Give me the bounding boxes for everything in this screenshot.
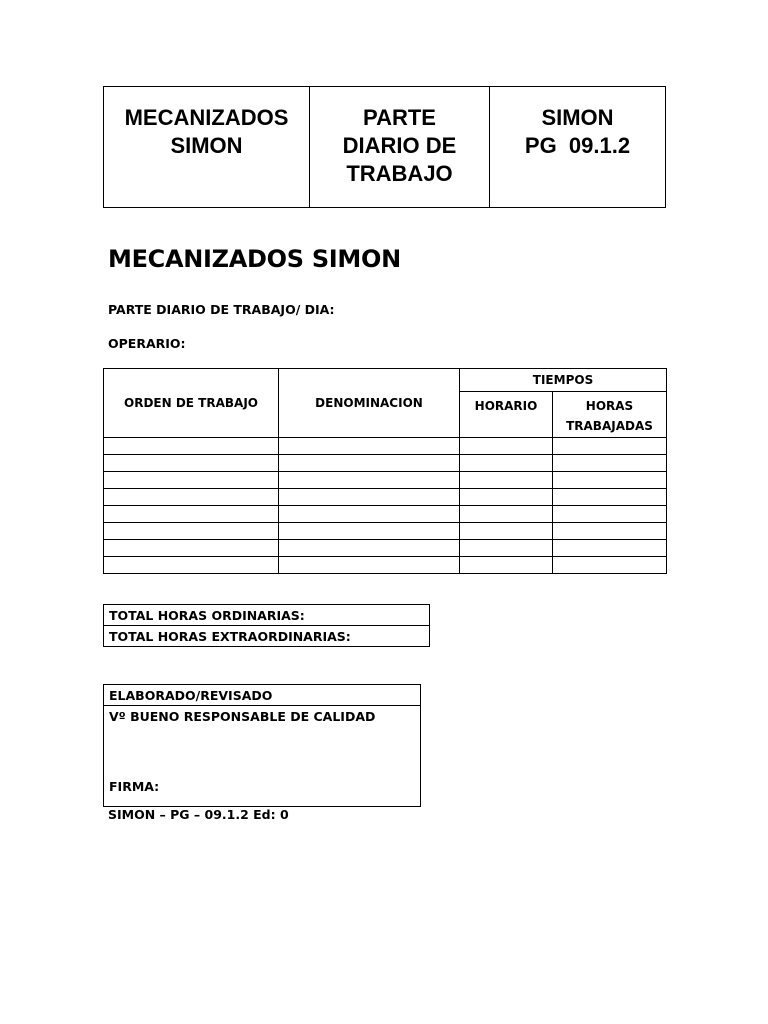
col-horario-header: HORARIO — [460, 392, 553, 438]
table-cell[interactable] — [460, 540, 553, 557]
col-horas-header — [553, 392, 667, 438]
document-header — [103, 86, 666, 208]
table-cell[interactable] — [104, 523, 279, 540]
table-cell[interactable] — [279, 540, 460, 557]
table-cell[interactable] — [553, 489, 667, 506]
work-table — [103, 368, 667, 574]
table-cell[interactable] — [104, 540, 279, 557]
header-doc-cell — [310, 87, 490, 207]
header-company-line2: SIMON — [170, 133, 243, 158]
header-doc-line2: DIARIO DE — [342, 133, 457, 158]
total-ordinarias[interactable]: TOTAL HORAS ORDINARIAS: — [104, 605, 430, 626]
table-cell[interactable] — [279, 506, 460, 523]
table-cell[interactable] — [279, 455, 460, 472]
table-cell[interactable] — [460, 438, 553, 455]
table-cell[interactable] — [460, 489, 553, 506]
table-row — [104, 540, 667, 557]
header-doc-line1: PARTE — [363, 105, 436, 130]
header-code-line1: SIMON — [541, 105, 614, 130]
vobueno-label: Vº BUENO RESPONSABLE DE CALIDAD — [109, 709, 376, 724]
header-code-line2: PG 09.1.2 — [524, 133, 631, 158]
tiempos-group-header: TIEMPOS — [460, 369, 667, 392]
table-cell[interactable] — [104, 438, 279, 455]
table-cell[interactable] — [279, 472, 460, 489]
table-cell[interactable] — [104, 455, 279, 472]
table-cell[interactable] — [460, 523, 553, 540]
footer-code: SIMON – PG – 09.1.2 Ed: 0 — [108, 807, 289, 822]
col-horas-line2: TRABAJADAS — [566, 419, 653, 433]
table-cell[interactable] — [104, 489, 279, 506]
col-horas-line1: HORAS — [585, 399, 634, 413]
table-row — [104, 523, 667, 540]
table-cell[interactable] — [104, 472, 279, 489]
header-code-cell — [490, 87, 665, 207]
table-cell[interactable] — [279, 557, 460, 574]
table-cell[interactable] — [460, 506, 553, 523]
table-cell[interactable] — [460, 455, 553, 472]
header-company-cell — [104, 87, 310, 207]
table-row — [104, 506, 667, 523]
table-cell[interactable] — [553, 472, 667, 489]
totals-table — [103, 604, 430, 647]
table-cell[interactable] — [553, 438, 667, 455]
table-cell[interactable] — [104, 557, 279, 574]
firma-field[interactable]: FIRMA: — [109, 779, 160, 794]
table-cell[interactable] — [460, 557, 553, 574]
total-extraordinarias[interactable]: TOTAL HORAS EXTRAORDINARIAS: — [104, 626, 430, 647]
table-cell[interactable] — [553, 523, 667, 540]
table-cell[interactable] — [279, 438, 460, 455]
signature-box — [103, 684, 421, 807]
header-company-line1: MECANIZADOS — [124, 105, 289, 130]
table-cell[interactable] — [553, 557, 667, 574]
elaborado-label: ELABORADO/REVISADO — [104, 685, 420, 706]
table-cell[interactable] — [460, 472, 553, 489]
table-cell[interactable] — [279, 523, 460, 540]
table-row — [104, 557, 667, 574]
operario-field[interactable]: OPERARIO: — [108, 336, 186, 351]
page-title: MECANIZADOS SIMON — [108, 245, 401, 273]
table-row — [104, 455, 667, 472]
table-cell[interactable] — [104, 506, 279, 523]
col-orden-header: ORDEN DE TRABAJO — [104, 369, 279, 438]
parte-dia-field[interactable]: PARTE DIARIO DE TRABAJO/ DIA: — [108, 302, 335, 317]
table-cell[interactable] — [553, 540, 667, 557]
col-denominacion-header: DENOMINACION — [279, 369, 460, 438]
table-row — [104, 438, 667, 455]
table-cell[interactable] — [553, 455, 667, 472]
table-row — [104, 489, 667, 506]
table-cell[interactable] — [553, 506, 667, 523]
table-cell[interactable] — [279, 489, 460, 506]
header-doc-line3: TRABAJO — [346, 161, 453, 186]
table-row — [104, 472, 667, 489]
